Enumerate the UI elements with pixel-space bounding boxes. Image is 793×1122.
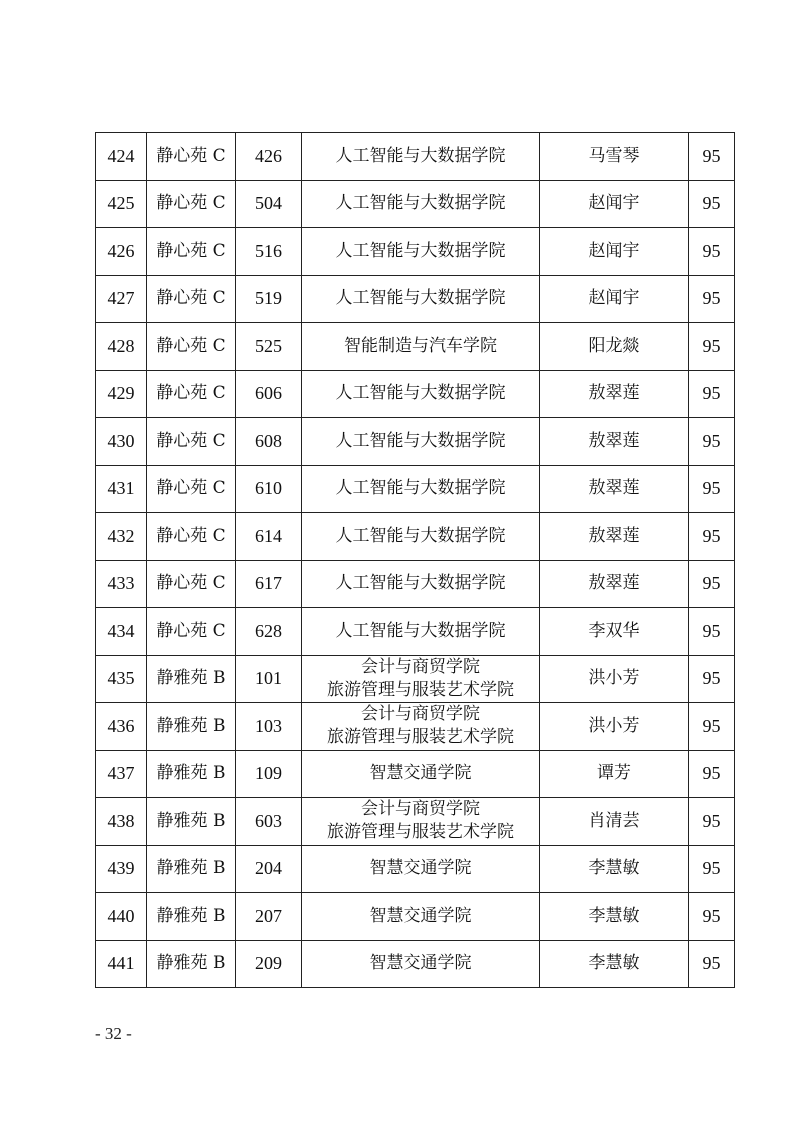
responsible-person-cell: 赵闻宇 bbox=[540, 275, 689, 323]
row-number-cell: 426 bbox=[96, 228, 147, 276]
building-cell: 静雅苑 B bbox=[147, 703, 236, 751]
row-number-cell: 440 bbox=[96, 893, 147, 941]
score-cell: 95 bbox=[689, 275, 735, 323]
responsible-person-cell: 赵闻宇 bbox=[540, 228, 689, 276]
row-number-cell: 437 bbox=[96, 750, 147, 798]
college-name: 旅游管理与服装艺术学院 bbox=[327, 822, 514, 843]
responsible-person-cell: 洪小芳 bbox=[540, 703, 689, 751]
college-cell bbox=[302, 465, 540, 513]
row-number-cell: 434 bbox=[96, 608, 147, 656]
score-cell: 95 bbox=[689, 180, 735, 228]
college-cell bbox=[302, 703, 540, 751]
score-cell: 95 bbox=[689, 370, 735, 418]
table-row bbox=[96, 370, 735, 418]
row-number-cell: 428 bbox=[96, 323, 147, 371]
row-number-cell: 435 bbox=[96, 655, 147, 703]
score-cell: 95 bbox=[689, 703, 735, 751]
score-cell: 95 bbox=[689, 893, 735, 941]
building-cell: 静心苑 C bbox=[147, 513, 236, 561]
row-number-cell: 430 bbox=[96, 418, 147, 466]
college-cell bbox=[302, 655, 540, 703]
college-name: 人工智能与大数据学院 bbox=[335, 240, 506, 261]
score-cell: 95 bbox=[689, 323, 735, 371]
college-name: 旅游管理与服装艺术学院 bbox=[327, 679, 514, 700]
room-number-cell: 516 bbox=[236, 228, 302, 276]
table-row bbox=[96, 133, 735, 181]
building-cell: 静心苑 C bbox=[147, 370, 236, 418]
responsible-person-cell: 敖翠莲 bbox=[540, 418, 689, 466]
score-cell: 95 bbox=[689, 418, 735, 466]
room-number-cell: 209 bbox=[236, 940, 302, 988]
score-cell: 95 bbox=[689, 608, 735, 656]
room-number-cell: 614 bbox=[236, 513, 302, 561]
college-cell bbox=[302, 418, 540, 466]
responsible-person-cell: 敖翠莲 bbox=[540, 465, 689, 513]
responsible-person-cell: 阳龙燚 bbox=[540, 323, 689, 371]
row-number-cell: 441 bbox=[96, 940, 147, 988]
college-name: 智慧交通学院 bbox=[369, 763, 472, 784]
score-cell: 95 bbox=[689, 465, 735, 513]
building-cell: 静雅苑 B bbox=[147, 845, 236, 893]
room-number-cell: 617 bbox=[236, 560, 302, 608]
college-name: 人工智能与大数据学院 bbox=[335, 620, 506, 641]
row-number-cell: 425 bbox=[96, 180, 147, 228]
building-cell: 静心苑 C bbox=[147, 323, 236, 371]
college-cell bbox=[302, 228, 540, 276]
building-cell: 静心苑 C bbox=[147, 418, 236, 466]
row-number-cell: 429 bbox=[96, 370, 147, 418]
building-cell: 静雅苑 B bbox=[147, 940, 236, 988]
room-number-cell: 103 bbox=[236, 703, 302, 751]
room-number-cell: 603 bbox=[236, 798, 302, 846]
room-number-cell: 610 bbox=[236, 465, 302, 513]
building-cell: 静雅苑 B bbox=[147, 798, 236, 846]
building-cell: 静心苑 C bbox=[147, 133, 236, 181]
building-cell: 静心苑 C bbox=[147, 465, 236, 513]
building-cell: 静心苑 C bbox=[147, 608, 236, 656]
building-cell: 静心苑 C bbox=[147, 228, 236, 276]
table-body bbox=[96, 133, 735, 988]
responsible-person-cell: 李慧敏 bbox=[540, 893, 689, 941]
college-name: 智慧交通学院 bbox=[369, 858, 472, 879]
college-cell bbox=[302, 798, 540, 846]
table-row bbox=[96, 940, 735, 988]
college-cell bbox=[302, 323, 540, 371]
room-number-cell: 101 bbox=[236, 655, 302, 703]
college-cell bbox=[302, 893, 540, 941]
score-cell: 95 bbox=[689, 750, 735, 798]
building-cell: 静心苑 C bbox=[147, 180, 236, 228]
responsible-person-cell: 李慧敏 bbox=[540, 845, 689, 893]
college-name: 人工智能与大数据学院 bbox=[335, 383, 506, 404]
college-name: 人工智能与大数据学院 bbox=[335, 430, 506, 451]
room-number-cell: 426 bbox=[236, 133, 302, 181]
room-number-cell: 504 bbox=[236, 180, 302, 228]
building-cell: 静心苑 C bbox=[147, 275, 236, 323]
room-number-cell: 606 bbox=[236, 370, 302, 418]
table-row bbox=[96, 180, 735, 228]
college-name: 人工智能与大数据学院 bbox=[335, 193, 506, 214]
score-cell: 95 bbox=[689, 798, 735, 846]
building-cell: 静雅苑 B bbox=[147, 655, 236, 703]
table-row bbox=[96, 465, 735, 513]
table-row bbox=[96, 798, 735, 846]
room-number-cell: 204 bbox=[236, 845, 302, 893]
college-name: 人工智能与大数据学院 bbox=[335, 478, 506, 499]
dormitory-score-table bbox=[95, 132, 735, 988]
table-row bbox=[96, 703, 735, 751]
college-cell bbox=[302, 845, 540, 893]
table-row bbox=[96, 323, 735, 371]
building-cell: 静心苑 C bbox=[147, 560, 236, 608]
college-name: 智能制造与汽车学院 bbox=[344, 335, 497, 356]
college-name: 会计与商贸学院 bbox=[361, 799, 480, 820]
college-name: 人工智能与大数据学院 bbox=[335, 288, 506, 309]
responsible-person-cell: 洪小芳 bbox=[540, 655, 689, 703]
score-cell: 95 bbox=[689, 655, 735, 703]
building-cell: 静雅苑 B bbox=[147, 750, 236, 798]
row-number-cell: 433 bbox=[96, 560, 147, 608]
responsible-person-cell: 谭芳 bbox=[540, 750, 689, 798]
table-row bbox=[96, 418, 735, 466]
responsible-person-cell: 赵闻宇 bbox=[540, 180, 689, 228]
table-row bbox=[96, 893, 735, 941]
responsible-person-cell: 肖清芸 bbox=[540, 798, 689, 846]
college-name: 人工智能与大数据学院 bbox=[335, 145, 506, 166]
score-cell: 95 bbox=[689, 940, 735, 988]
college-name: 旅游管理与服装艺术学院 bbox=[327, 727, 514, 748]
college-cell bbox=[302, 370, 540, 418]
college-name: 智慧交通学院 bbox=[369, 953, 472, 974]
college-cell bbox=[302, 513, 540, 561]
row-number-cell: 427 bbox=[96, 275, 147, 323]
table-row bbox=[96, 513, 735, 561]
room-number-cell: 519 bbox=[236, 275, 302, 323]
row-number-cell: 431 bbox=[96, 465, 147, 513]
responsible-person-cell: 敖翠莲 bbox=[540, 513, 689, 561]
table-row bbox=[96, 275, 735, 323]
room-number-cell: 109 bbox=[236, 750, 302, 798]
college-cell bbox=[302, 560, 540, 608]
responsible-person-cell: 李慧敏 bbox=[540, 940, 689, 988]
row-number-cell: 438 bbox=[96, 798, 147, 846]
table-row bbox=[96, 655, 735, 703]
score-cell: 95 bbox=[689, 133, 735, 181]
table-row bbox=[96, 750, 735, 798]
college-name: 会计与商贸学院 bbox=[361, 656, 480, 677]
room-number-cell: 207 bbox=[236, 893, 302, 941]
building-cell: 静雅苑 B bbox=[147, 893, 236, 941]
table-row bbox=[96, 845, 735, 893]
room-number-cell: 525 bbox=[236, 323, 302, 371]
score-cell: 95 bbox=[689, 228, 735, 276]
table-row bbox=[96, 608, 735, 656]
college-cell bbox=[302, 750, 540, 798]
college-cell bbox=[302, 608, 540, 656]
college-cell bbox=[302, 275, 540, 323]
college-name: 智慧交通学院 bbox=[369, 905, 472, 926]
row-number-cell: 432 bbox=[96, 513, 147, 561]
responsible-person-cell: 敖翠莲 bbox=[540, 560, 689, 608]
college-name: 人工智能与大数据学院 bbox=[335, 573, 506, 594]
score-cell: 95 bbox=[689, 513, 735, 561]
room-number-cell: 608 bbox=[236, 418, 302, 466]
row-number-cell: 436 bbox=[96, 703, 147, 751]
room-number-cell: 628 bbox=[236, 608, 302, 656]
college-cell bbox=[302, 133, 540, 181]
responsible-person-cell: 马雪琴 bbox=[540, 133, 689, 181]
responsible-person-cell: 李双华 bbox=[540, 608, 689, 656]
college-name: 人工智能与大数据学院 bbox=[335, 525, 506, 546]
responsible-person-cell: 敖翠莲 bbox=[540, 370, 689, 418]
table-row bbox=[96, 228, 735, 276]
score-cell: 95 bbox=[689, 560, 735, 608]
page-number: - 32 - bbox=[95, 1024, 132, 1043]
row-number-cell: 439 bbox=[96, 845, 147, 893]
row-number-cell: 424 bbox=[96, 133, 147, 181]
college-name: 会计与商贸学院 bbox=[361, 704, 480, 725]
table-row bbox=[96, 560, 735, 608]
college-cell bbox=[302, 940, 540, 988]
score-cell: 95 bbox=[689, 845, 735, 893]
college-cell bbox=[302, 180, 540, 228]
